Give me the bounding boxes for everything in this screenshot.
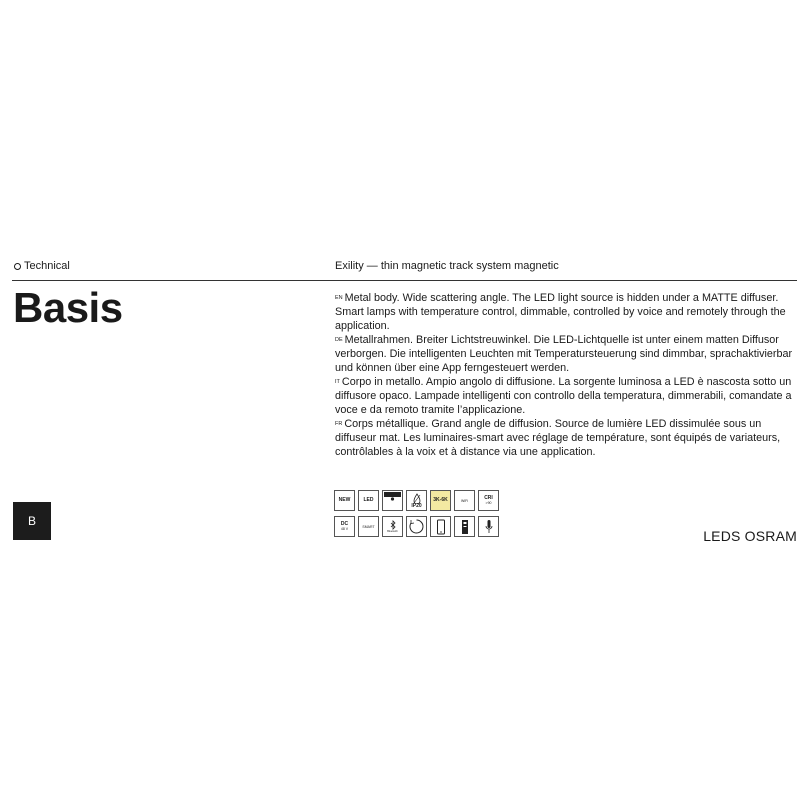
brand-label: LEDS OSRAM <box>703 528 797 544</box>
remote-control-icon <box>454 516 475 537</box>
icon-sublabel: Bluetooth <box>387 529 398 533</box>
icon-sublabel: 48 V <box>340 527 349 531</box>
icon-label: CRI <box>484 495 493 501</box>
description-en <box>335 291 797 333</box>
wifi-icon <box>454 490 475 511</box>
lang-tag: DE <box>335 337 343 343</box>
lang-tag: EN <box>335 295 343 301</box>
color-temp-icon <box>430 490 451 511</box>
feature-icons-row-2 <box>334 516 499 537</box>
section-label <box>14 260 70 272</box>
feature-icons <box>334 490 499 542</box>
new-icon <box>334 490 355 511</box>
bluetooth-icon <box>382 516 403 537</box>
dimmer-icon <box>406 516 427 537</box>
icon-label: 3K-6K <box>433 497 448 503</box>
icon-label: WiFi <box>461 498 468 503</box>
microphone-icon <box>478 516 499 537</box>
description-it <box>335 375 797 417</box>
icon-label: IP20 <box>411 502 422 509</box>
dc-voltage-icon <box>334 516 355 537</box>
cri-icon <box>478 490 499 511</box>
section-badge: B <box>13 502 51 540</box>
smartphone-icon <box>430 516 451 537</box>
ip20-icon <box>406 490 427 511</box>
circle-bullet-icon <box>14 263 21 270</box>
product-subtitle: Exility — thin magnetic track system magnetic <box>335 260 559 272</box>
description-text: Metallrahmen. Breiter Lichtstreuwinkel. Die LED-Lichtquelle ist unter einem matten Diffusor verborgen. Die intelligenten Leuchten mit Temperatursteuerung sind dimmbar, sprachaktivierbar und können über eine App ferngesteuert werden. <box>335 334 793 374</box>
feature-icons-row-1 <box>334 490 499 511</box>
icon-label: NEW <box>338 497 351 503</box>
description-text: Corps métallique. Grand angle de diffusion. Source de lumière LED dissimulée sous un diffuseur mat. Les luminaires-smart avec réglage de température, sont équipés de variateurs, contrôlables à la voix et à distance via une application. <box>335 418 781 458</box>
section-label-text: Technical <box>24 260 70 272</box>
lang-tag: IT <box>335 379 340 385</box>
divider <box>12 280 797 281</box>
description-fr <box>335 417 797 459</box>
description-de <box>335 333 797 375</box>
track-mount-icon <box>382 490 403 511</box>
led-icon <box>358 490 379 511</box>
icon-label: LED <box>363 497 374 503</box>
smart-icon <box>358 516 379 537</box>
page-title: Basis <box>13 284 123 331</box>
icon-label: SMART <box>362 524 375 529</box>
icon-label: DC <box>340 521 349 527</box>
description-text: Corpo in metallo. Ampio angolo di diffusione. La sorgente luminosa a LED è nascosta sotto un diffusore opaco. Lampade intelligenti con controllo della temperatura, dimmerabili, comandate a voce e da remoto tramite l’applicazione. <box>335 376 792 416</box>
lang-tag: FR <box>335 421 343 427</box>
description-block <box>335 291 797 459</box>
icon-sublabel: >90 <box>485 501 492 505</box>
description-text: Metal body. Wide scattering angle. The LED light source is hidden under a MATTE diffuser. Smart lamps with temperature control, dimmable, controlled by voice and remotely through the application. <box>335 292 786 332</box>
